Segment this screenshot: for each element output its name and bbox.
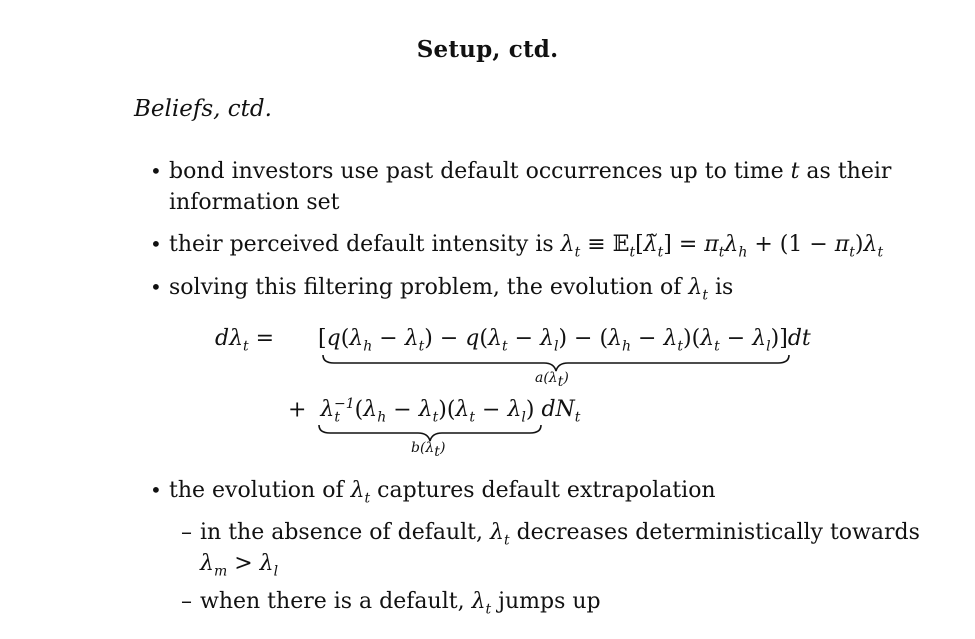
bullet-marker: •: [150, 478, 162, 502]
subbullet-line: in the absence of default, $\lambda_t$ decreases deterministically towards: [200, 520, 920, 549]
bullet-line: their perceived default intensity is $\lambda_t$ ≡ $𝔼_t[\lambdã_t] = \pi_t\lambda_h + (1 - \pi_t)\lambda_t$: [169, 232, 884, 261]
subbullet-marker: –: [181, 520, 192, 545]
slide-title: Setup, ctd.: [416, 36, 559, 63]
equation-line-2: + $\lambda_t^{-1}(\lambda_h - \lambda_t)(\lambda_t - \lambda_l)$ $dN_t$: [288, 396, 581, 426]
equation-lhs: $d\lambda_t$ =: [215, 326, 275, 355]
equation-line-1: $[q(\lambda_h - \lambda_t) - q(\lambda_t - \lambda_l) - (\lambda_h - \lambda_t)(\lambda_t - \lambda_l)]dt$: [318, 326, 811, 355]
subbullet-line: $\lambda_m > \lambda_l$: [200, 551, 279, 580]
bullet-marker: •: [150, 275, 162, 299]
bullet-marker: •: [150, 232, 162, 256]
bullet-marker: •: [150, 159, 162, 183]
brace-label-b: $b(\lambda_t)$: [411, 440, 446, 460]
bullet-line: the evolution of $\lambda_t$ captures default extrapolation: [169, 478, 716, 507]
bullet-line: bond investors use past default occurrences up to time t as their: [169, 159, 892, 184]
section-subtitle: Beliefs, ctd.: [134, 96, 272, 122]
bullet-line: information set: [169, 190, 340, 215]
subbullet-marker: –: [181, 589, 192, 614]
subbullet-line: when there is a default, $\lambda_t$ jumps up: [200, 589, 601, 618]
bullet-line: solving this filtering problem, the evolution of $\lambda_t$ is: [169, 275, 734, 304]
brace-label-a: $a(\lambda_t)$: [535, 370, 569, 390]
